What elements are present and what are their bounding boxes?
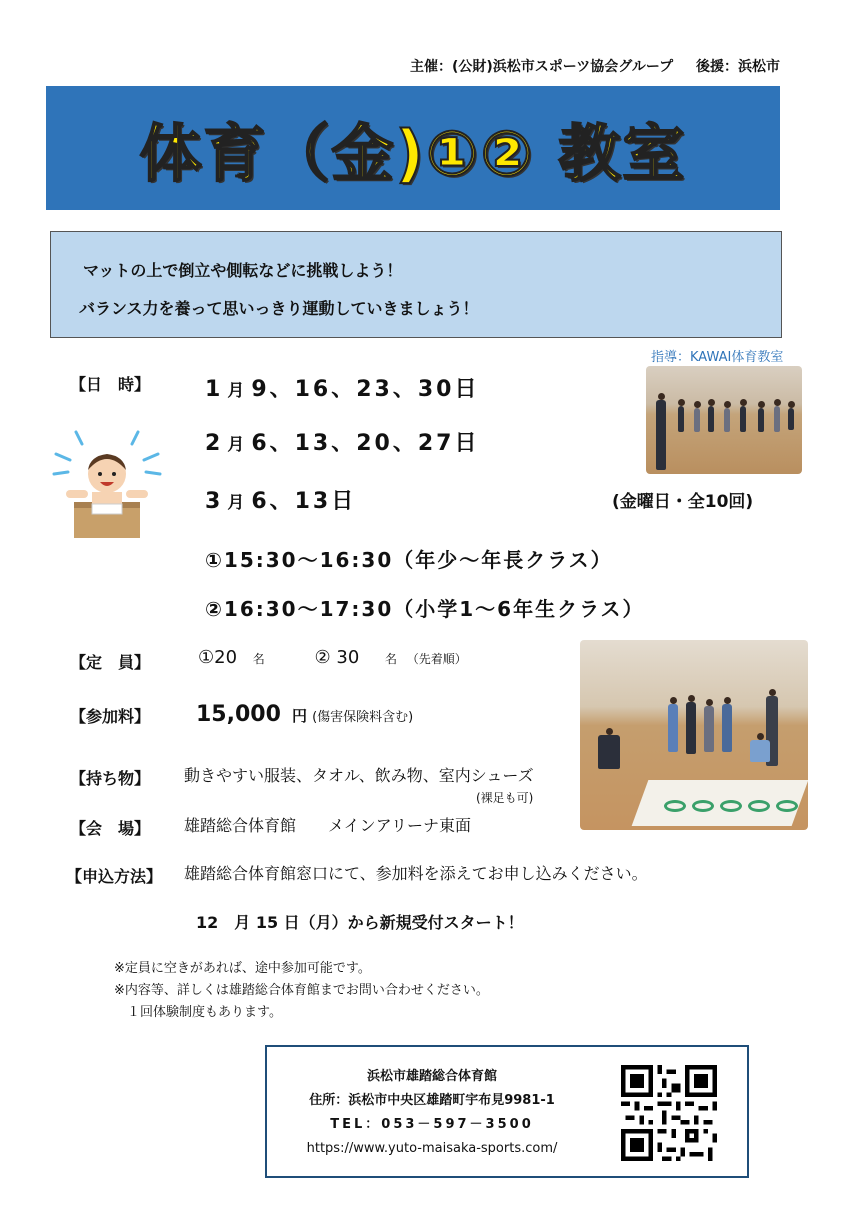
capacity-unit-1: 名 (252, 652, 265, 666)
contact-url[interactable]: https://www.yuto-maisaka-sports.com/ (306, 1141, 558, 1156)
note-1: ※定員に空きがあれば、途中参加可能です。 (114, 961, 371, 976)
month-unit: 月 (227, 381, 248, 401)
title-banner (46, 86, 780, 210)
month-unit: 月 (227, 435, 248, 455)
instructor-label: 指導：KAWAI体育教室 (651, 350, 784, 365)
capacity-class-2: ② 30 (314, 647, 360, 668)
note-3: １回体験制度もあります。 (114, 1005, 282, 1020)
march-month: 3 (205, 489, 224, 514)
venue-value: 雄踏総合体育館 メインアリーナ東面 (184, 816, 472, 835)
cheering-kid-illustration (52, 430, 162, 542)
intro-line-1: マットの上で倒立や側転などに挑戦しよう！ (83, 261, 403, 280)
organizer-text: 主催：(公財)浜松市スポーツ協会グループ (410, 59, 674, 75)
note-2: ※内容等、詳しくは雄踏総合体育館までお問い合わせください。 (114, 983, 489, 998)
fee-label: 【参加料】 (70, 707, 151, 726)
page-title: 体育（金)①② 教室 (139, 116, 687, 190)
support-text: 後援：浜松市 (696, 59, 780, 75)
contact-name: 浜松市雄踏総合体育館 (366, 1069, 497, 1084)
fee-unit: 円 (292, 707, 308, 725)
intro-line-2: バランス力を養って思いっきり運動していきましょう！ (79, 299, 479, 318)
time-slot-2: ②16:30～17:30（小学1～6年生クラス） (205, 597, 645, 621)
january-month: 1 (205, 377, 224, 402)
schedule-january (205, 372, 479, 403)
class-photo-mat (580, 640, 808, 830)
month-unit: 月 (227, 493, 248, 513)
qr-code-icon[interactable] (621, 1065, 717, 1161)
march-days: 6、13日 (251, 489, 357, 514)
schedule-label: 【日 時】 (70, 375, 151, 394)
contact-address: 住所：浜松市中央区雄踏町宇布見9981-1 (309, 1093, 555, 1108)
sponsor-line (392, 56, 780, 76)
class-photo-gym (646, 366, 802, 474)
capacity-note: （先着順） (406, 652, 467, 666)
schedule-february (205, 426, 479, 457)
contact-tel: TEL：053－597－3500 (330, 1117, 534, 1132)
capacity-unit-2: 名 (385, 652, 398, 666)
schedule-march (205, 484, 356, 515)
apply-value: 雄踏総合体育館窓口にて、参加料を添えてお申し込みください。 (184, 864, 648, 883)
schedule-summary: (金曜日・全10回) (612, 492, 754, 512)
time-slot-1: ①15:30～16:30（年少～年長クラス） (205, 548, 613, 572)
contact-details (287, 1065, 577, 1161)
fee-amount: 15,000 (196, 702, 281, 727)
apply-start: 12 月 15 日（月）から新規受付スタート！ (196, 913, 524, 932)
january-days: 9、16、23、30日 (251, 377, 480, 402)
items-value: 動きやすい服装、タオル、飲み物、室内シューズ (184, 766, 534, 785)
fee-note: (傷害保険料含む) (312, 710, 414, 725)
contact-box (265, 1045, 749, 1178)
capacity-label: 【定 員】 (70, 653, 151, 672)
items-note: (裸足も可) (476, 791, 534, 805)
february-month: 2 (205, 431, 224, 456)
notes-list (114, 958, 489, 1024)
intro-box (50, 231, 782, 338)
items-label: 【持ち物】 (70, 769, 151, 788)
apply-label: 【申込方法】 (66, 867, 163, 886)
capacity-class-1: ①20 (198, 647, 238, 668)
capacity-row (198, 647, 467, 668)
fee-row (196, 702, 413, 727)
venue-label: 【会 場】 (70, 819, 151, 838)
february-days: 6、13、20、27日 (251, 431, 480, 456)
